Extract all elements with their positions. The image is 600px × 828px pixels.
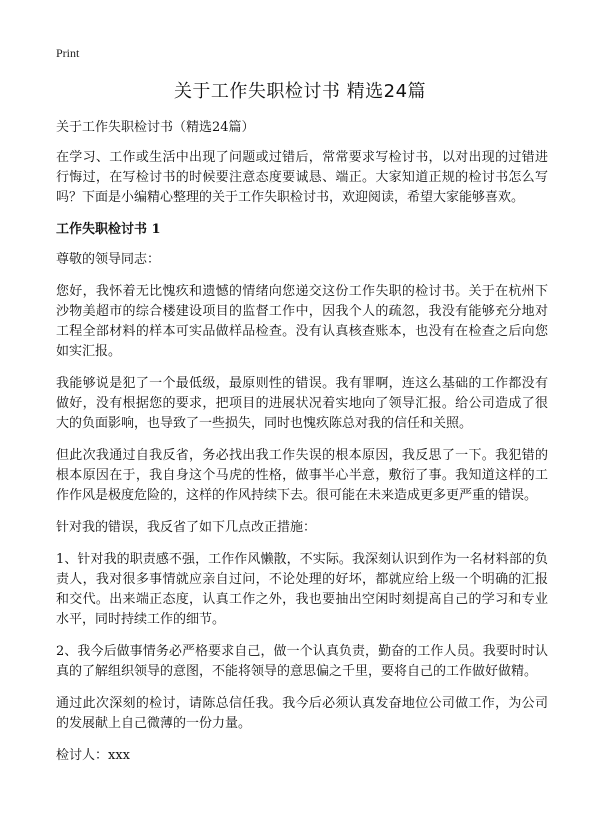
body-paragraph: 我能够说是犯了一个最低级，最原则性的错误。我有罪啊，连这么基础的工作都没有做好，没有根据您的要求，把项目的进展状况着实地向了领导汇报。给公司造成了很大的负面影响，也导致了一些损失，同时也愧疚陈总对我的信任和关照。 [56,376,548,431]
signature: 检讨人：xxx [56,748,130,763]
intro-paragraph: 在学习、工作或生活中出现了问题或过错后，常常要求写检讨书，以对出现的过错进行悔过，在写检讨书的时候要注意态度要诚恳、端正。大家知道正规的检讨书怎么写吗？下面是小编精心整理的关于工作失职检讨书，欢迎阅读，希望大家能够喜欢。 [56,150,548,205]
body-paragraph: 但此次我通过自我反省，务必找出我工作失误的根本原因，我反思了一下。我犯错的根本原因在于，我自身这个马虎的性格，做事半心半意，敷衍了事。我知道这样的工作作风是极度危险的，这样的作风持续下去。很可能在未来造成更多更严重的错误。 [56,448,548,503]
body-paragraph: 通过此次深刻的检讨，请陈总信任我。我今后必须认真发奋地位公司做工作，为公司的发展献上自己微薄的一份力量。 [56,696,548,731]
print-link[interactable]: Print [56,46,80,60]
document-body [56,118,548,778]
section-heading: 工作失职检讨书 1 [56,222,161,237]
body-paragraph: 针对我的错误，我反省了如下几点改正措施： [56,520,317,535]
salutation: 尊敬的领导同志： [56,252,161,267]
body-paragraph: 您好，我怀着无比愧疚和遗憾的情绪向您递交这份工作失职的检讨书。关于在杭州下沙物美超市的综合楼建设项目的监督工作中，因我个人的疏忽，我没有能够充分地对工程全部材料的样本可实品做样品检查。没有认真核查账本，也没有在检查之后向您如实汇报。 [56,284,548,359]
document-subtitle: 关于工作失职检讨书（精选24篇） [56,120,255,135]
body-paragraph: 2、我今后做事情务必严格要求自己，做一个认真负责，勤奋的工作人员。我要时时认真的了解组织领导的意图，不能将领导的意思偏之千里，要将自己的工作做好做精。 [56,644,548,679]
document-title: 关于工作失职检讨书 精选24篇 [173,81,427,102]
body-paragraph: 1、针对我的职责感不强，工作作风懒散，不实际。我深刻认识到作为一名材料部的负责人，我对很多事情就应亲自过问，不论处理的好坏，都就应给上级一个明确的汇报和交代。出来端正态度，认真工作之外，我也要抽出空闲时刻提高自己的学习和专业水平，同时持续工作的细节。 [56,552,548,627]
